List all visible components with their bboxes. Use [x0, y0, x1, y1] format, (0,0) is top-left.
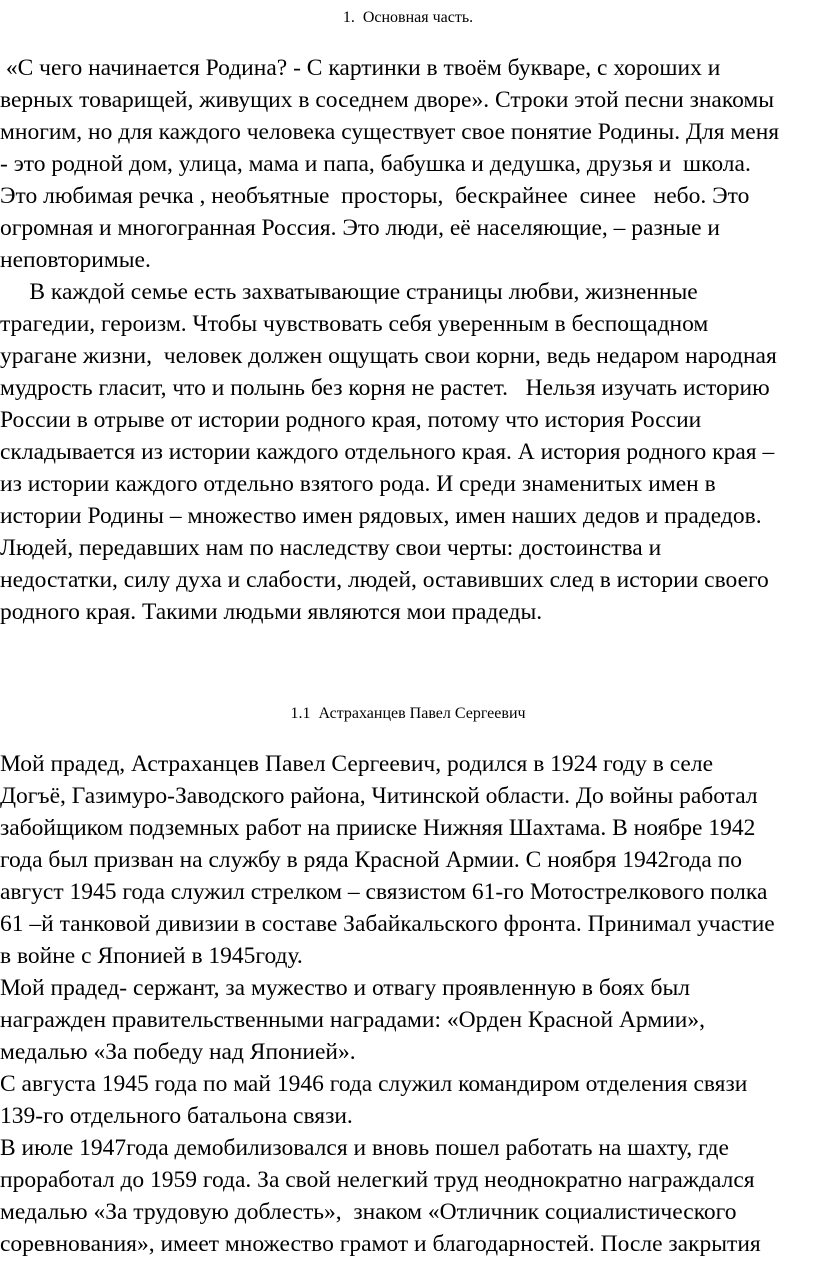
text-line: верных товарищей, живущих в соседнем дворе». Строки этой песни знакомы [0, 87, 775, 113]
text-line: Мой прадед- сержант, за мужество и отвагу проявленную в боях был [0, 975, 690, 1001]
text-line: награжден правительственными наградами: «Орден Красной Армии», [0, 1007, 705, 1033]
text-line: Мой прадед, Астраханцев Павел Сергеевич, родился в 1924 году в селе [0, 751, 714, 777]
text-line: многим, но для каждого человека существует свое понятие Родины. Для меня [0, 119, 780, 145]
text-line: года был призван на службу в ряда Красной Армии. С ноября 1942года по [0, 847, 743, 873]
text-line: истории Родины – множество имен рядовых, имен наших дедов и прадедов. [0, 503, 762, 529]
text-line: России в отрыве от истории родного края, потому что история России [0, 407, 702, 433]
text-line: в войне с Японией в 1945году. [0, 943, 303, 969]
text-line: Людей, передавших нам по наследству свои черты: достоинства и [0, 535, 662, 561]
text-line: 61 –й танковой дивизии в составе Забайкальского фронта. Принимал участие [0, 911, 775, 937]
text-line: родного края. Такими людьми являются мои прадеды. [0, 599, 543, 625]
text-line: проработал до 1959 года. За свой нелегкий труд неоднократно награждался [0, 1167, 755, 1193]
text-line: урагане жизни, человек должен ощущать свои корни, ведь недаром народная [0, 343, 777, 369]
text-line: С августа 1945 года по май 1946 года служил командиром отделения связи [0, 1071, 748, 1097]
text-line: Догъё, Газимуро-Заводского района, Читинской области. До войны работал [0, 783, 758, 809]
text-line: трагедии, героизм. Чтобы чувствовать себя уверенным в беспощадном [0, 311, 709, 337]
text-line: август 1945 года служил стрелком – связистом 61-го Мотострелкового полка [0, 879, 768, 905]
subsection-heading: 1.1 Астраханцев Павел Сергеевич [290, 705, 526, 722]
text-line: мудрость гласит, что и полынь без корня не растет. Нельзя изучать историю [0, 375, 770, 401]
text-line: соревнования», имеет множество грамот и благодарностей. После закрытия [0, 1231, 761, 1257]
text-line: - это родной дом, улица, мама и папа, бабушка и дедушка, друзья и школа. [0, 151, 751, 177]
text-line: забойщиком подземных работ на прииске Нижняя Шахтама. В ноябре 1942 [0, 815, 756, 841]
text-line: медалью «За трудовую доблесть», знаком «Отличник социалистического [0, 1199, 737, 1225]
text-line: «С чего начинается Родина? - С картинки в твоём букваре, с хороших и [0, 55, 721, 81]
text-line: из истории каждого отдельно взятого рода. И среди знаменитых имен в [0, 471, 716, 497]
text-line: В каждой семье есть захватывающие страницы любви, жизненные [0, 279, 698, 305]
text-line: В июле 1947года демобилизовался и вновь пошел работать на шахту, где [0, 1135, 729, 1161]
text-line: 139-го отдельного батальона связи. [0, 1103, 353, 1129]
text-line: огромная и многогранная Россия. Это люди, её населяющие, – разные и [0, 215, 720, 241]
text-line: медалью «За победу над Японией». [0, 1039, 356, 1065]
text-line: неповторимые. [0, 247, 151, 273]
text-line: Это любимая речка , необъятные просторы, бескрайнее синее небо. Это [0, 183, 750, 209]
text-line: складывается из истории каждого отдельного края. А история родного края – [0, 439, 775, 465]
section-heading: 1. Основная часть. [342, 9, 474, 26]
text-line: недостатки, силу духа и слабости, людей, оставивших след в истории своего [0, 567, 769, 593]
